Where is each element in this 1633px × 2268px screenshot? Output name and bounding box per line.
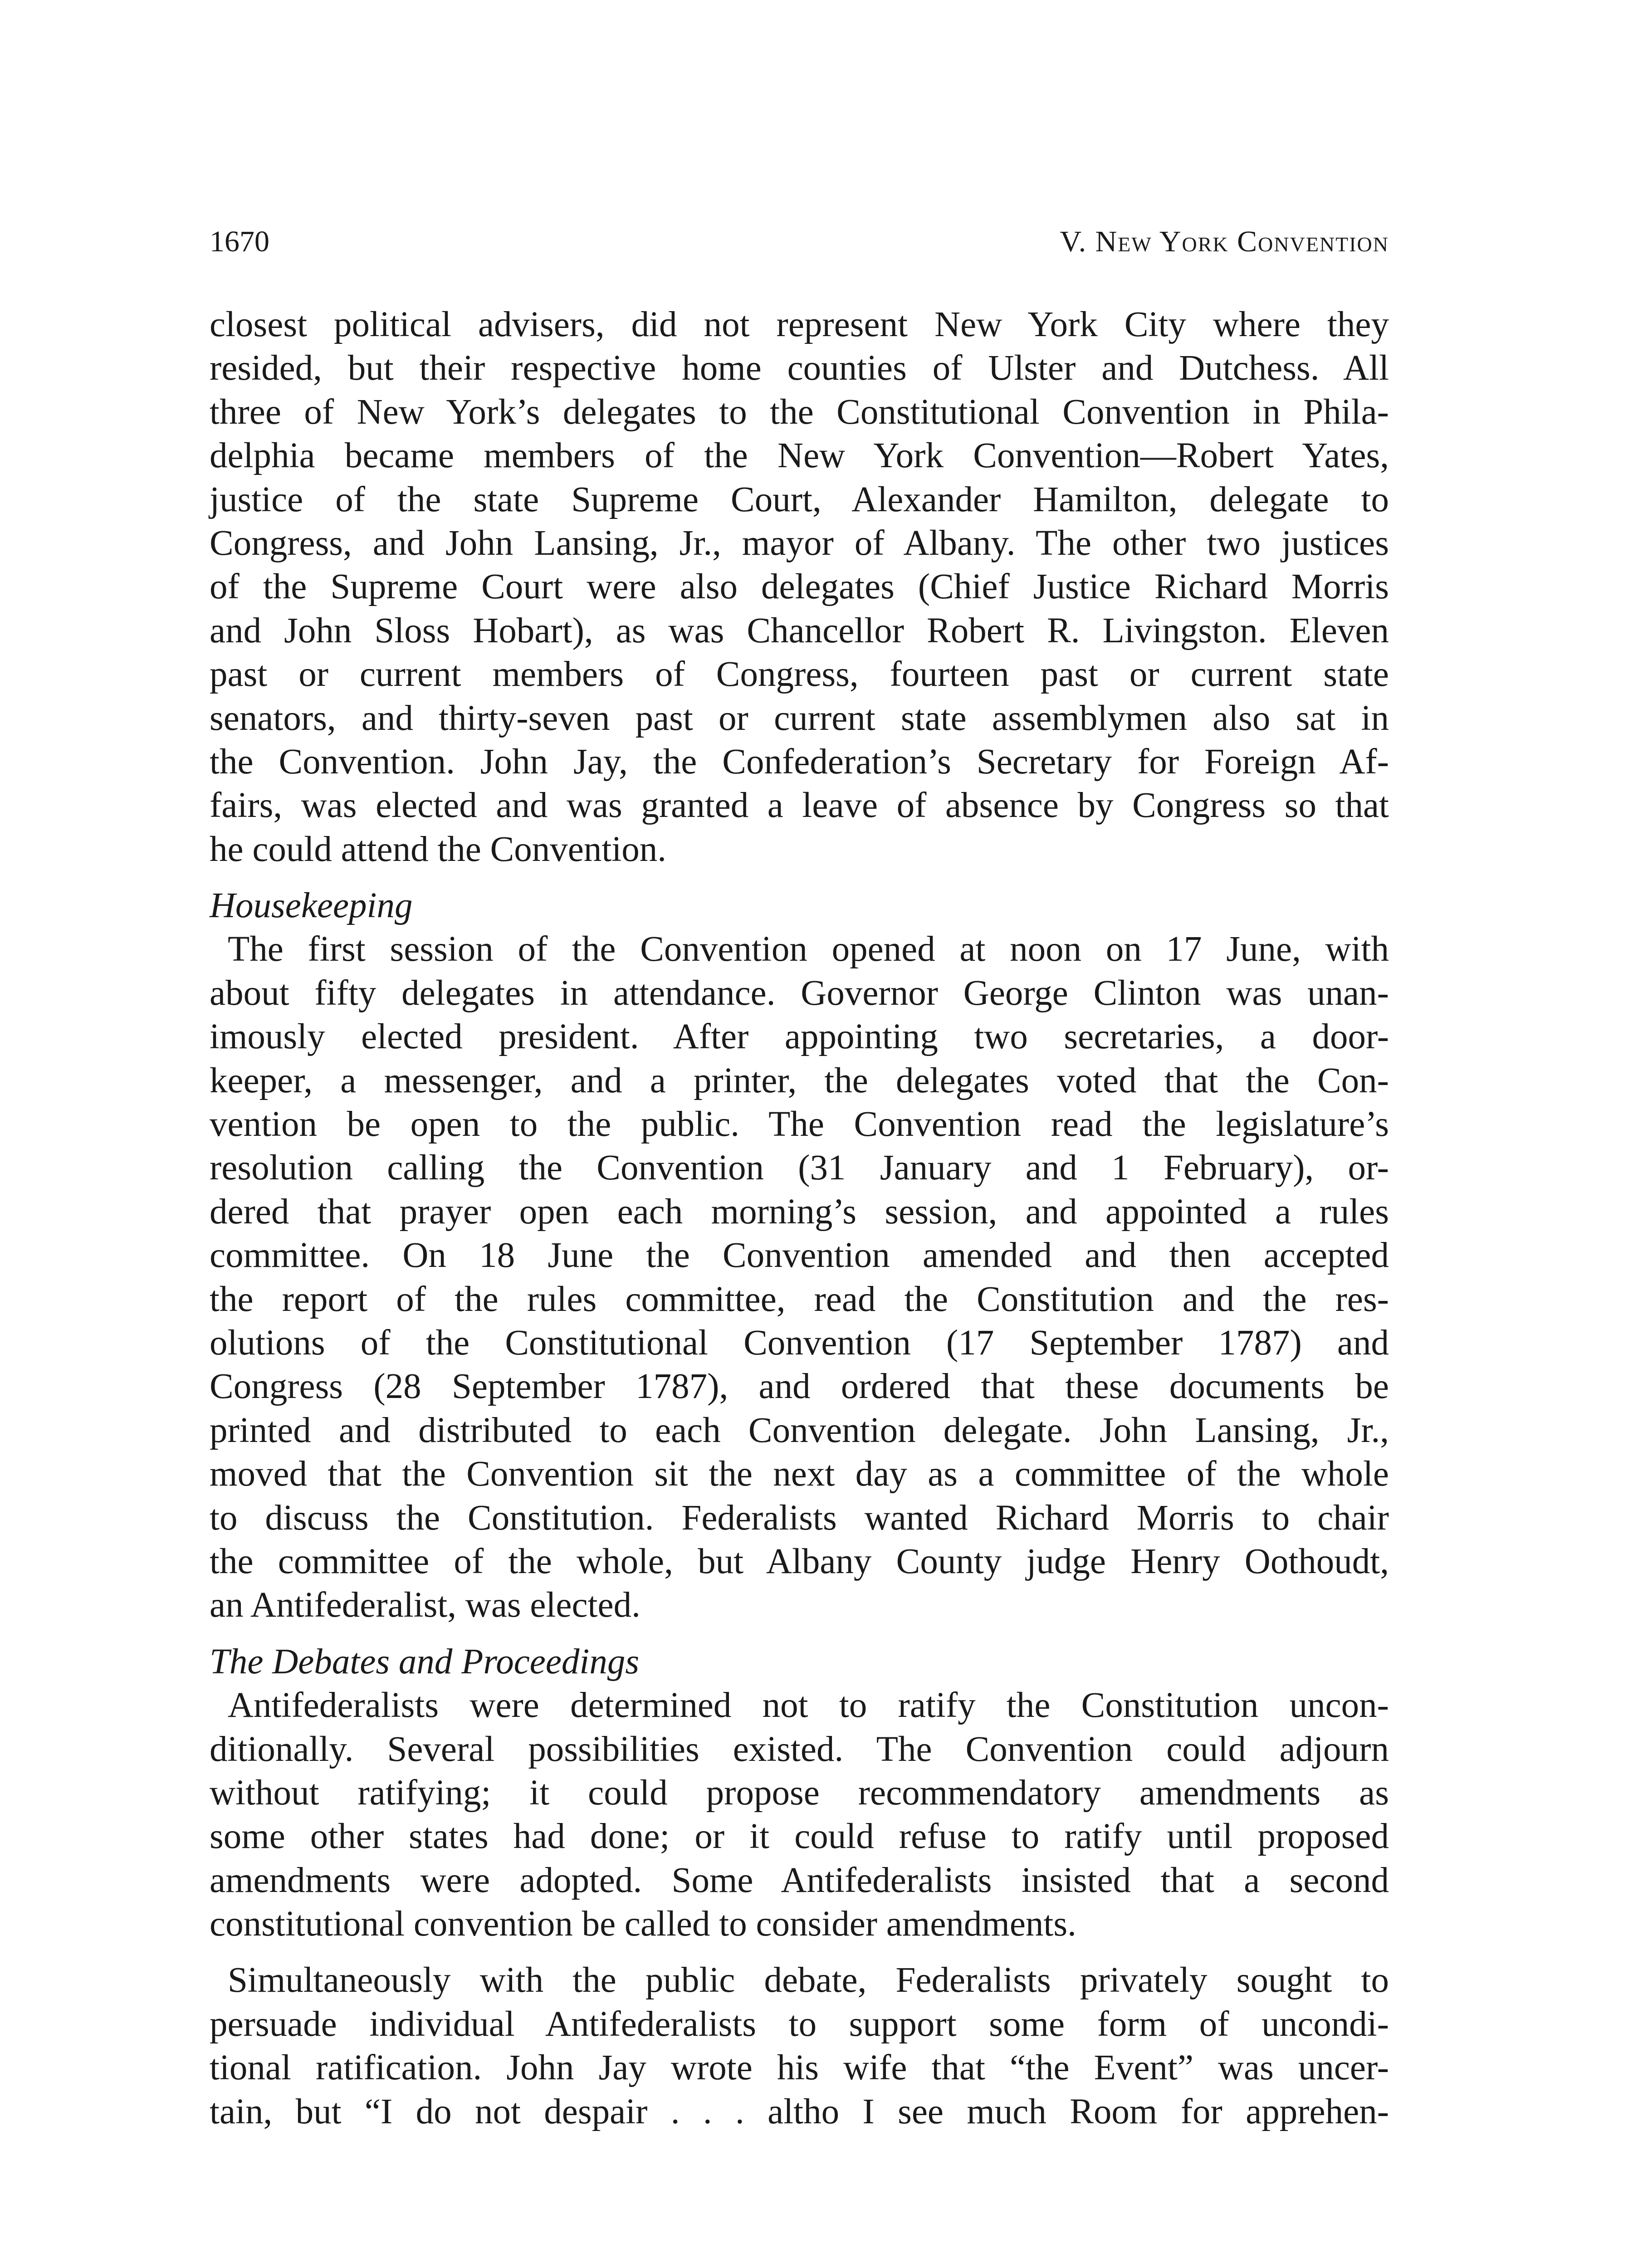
text-line: of the Supreme Court were also delegates (Chief Justice Richard Morris [210, 567, 1389, 607]
text-line: committee. On 18 June the Convention amended and then accepted [210, 1236, 1389, 1276]
text-line: without ratifying; it could propose recommendatory amendments as [210, 1773, 1389, 1813]
text-line: resided, but their respective home counties of Ulster and Dutchess. All [210, 348, 1389, 388]
text-line: printed and distributed to each Convention delegate. John Lansing, Jr., [210, 1410, 1389, 1450]
text-line: closest political advisers, did not represent New York City where they [210, 305, 1389, 344]
text-line: keeper, a messenger, and a printer, the delegates voted that the Con- [210, 1061, 1389, 1100]
text-line: dered that prayer open each morning’s session, and appointed a rules [210, 1192, 1389, 1232]
text-line: persuade individual Antifederalists to support some form of uncondi- [210, 2004, 1389, 2044]
text-line: imously elected president. After appointing two secretaries, a door- [210, 1017, 1389, 1057]
text-line: tain, but “I do not despair . . . altho I see much Room for apprehen- [210, 2092, 1389, 2131]
page-number: 1670 [210, 225, 269, 258]
text-line: amendments were adopted. Some Antifederalists insisted that a second [210, 1860, 1389, 1900]
paragraph-antifederalists [210, 1684, 1389, 1946]
text-line: Antifederalists were determined not to ratify the Constitution uncon- [228, 1686, 1389, 1725]
body-text [210, 303, 1389, 2134]
text-line: moved that the Convention sit the next day as a committee of the whole [210, 1454, 1389, 1494]
text-line: the committee of the whole, but Albany County judge Henry Oothoudt, [210, 1541, 1389, 1581]
text-line: the Convention. John Jay, the Confederation’s Secretary for Foreign Af- [210, 742, 1389, 782]
text-line: delphia became members of the New York Convention—Robert Yates, [210, 436, 1389, 476]
text-line: Congress, and John Lansing, Jr., mayor of Albany. The other two justices [210, 523, 1389, 563]
section-heading-debates: The Debates and Proceedings [210, 1642, 640, 1681]
text-line: constitutional convention be called to consider amendments. [210, 1904, 1076, 1944]
text-line: ditionally. Several possibilities existed. The Convention could adjourn [210, 1729, 1389, 1769]
paragraph-housekeeping [210, 928, 1389, 1627]
text-line: Congress (28 September 1787), and ordered that these documents be [210, 1367, 1389, 1407]
text-line: vention be open to the public. The Convention read the legislature’s [210, 1105, 1389, 1144]
text-line: justice of the state Supreme Court, Alexander Hamilton, delegate to [210, 479, 1389, 519]
text-line: three of New York’s delegates to the Constitutional Convention in Phila- [210, 392, 1389, 432]
text-line: he could attend the Convention. [210, 829, 667, 869]
text-line: tional ratification. John Jay wrote his wife that “the Event” was uncer- [210, 2048, 1389, 2088]
text-line: and John Sloss Hobart), as was Chancellor Robert R. Livingston. Eleven [210, 611, 1389, 650]
text-line: fairs, was elected and was granted a leave of absence by Congress so that [210, 786, 1389, 826]
text-line: The first session of the Convention opened at noon on 17 June, with [228, 929, 1389, 969]
text-line: senators, and thirty-seven past or current state assemblymen also sat in [210, 698, 1389, 738]
text-line: some other states had done; or it could refuse to ratify until proposed [210, 1817, 1389, 1857]
section-heading-housekeeping: Housekeeping [210, 886, 413, 926]
text-line: resolution calling the Convention (31 January and 1 February), or- [210, 1148, 1389, 1188]
running-head [210, 221, 1389, 262]
text-line: to discuss the Constitution. Federalists wanted Richard Morris to chair [210, 1498, 1389, 1538]
text-line: past or current members of Congress, fourteen past or current state [210, 655, 1389, 694]
text-line: an Antifederalist, was elected. [210, 1585, 640, 1625]
text-line: the report of the rules committee, read the Constitution and the res- [210, 1279, 1389, 1319]
text-line: about fifty delegates in attendance. Governor George Clinton was unan- [210, 973, 1389, 1013]
paragraph-federalists [210, 1959, 1389, 2134]
section-title: V. New York Convention [1060, 225, 1389, 258]
text-line: Simultaneously with the public debate, Federalists privately sought to [228, 1960, 1389, 2000]
text-line: olutions of the Constitutional Convention (17 September 1787) and [210, 1323, 1389, 1363]
paragraph-delegates [210, 303, 1389, 871]
